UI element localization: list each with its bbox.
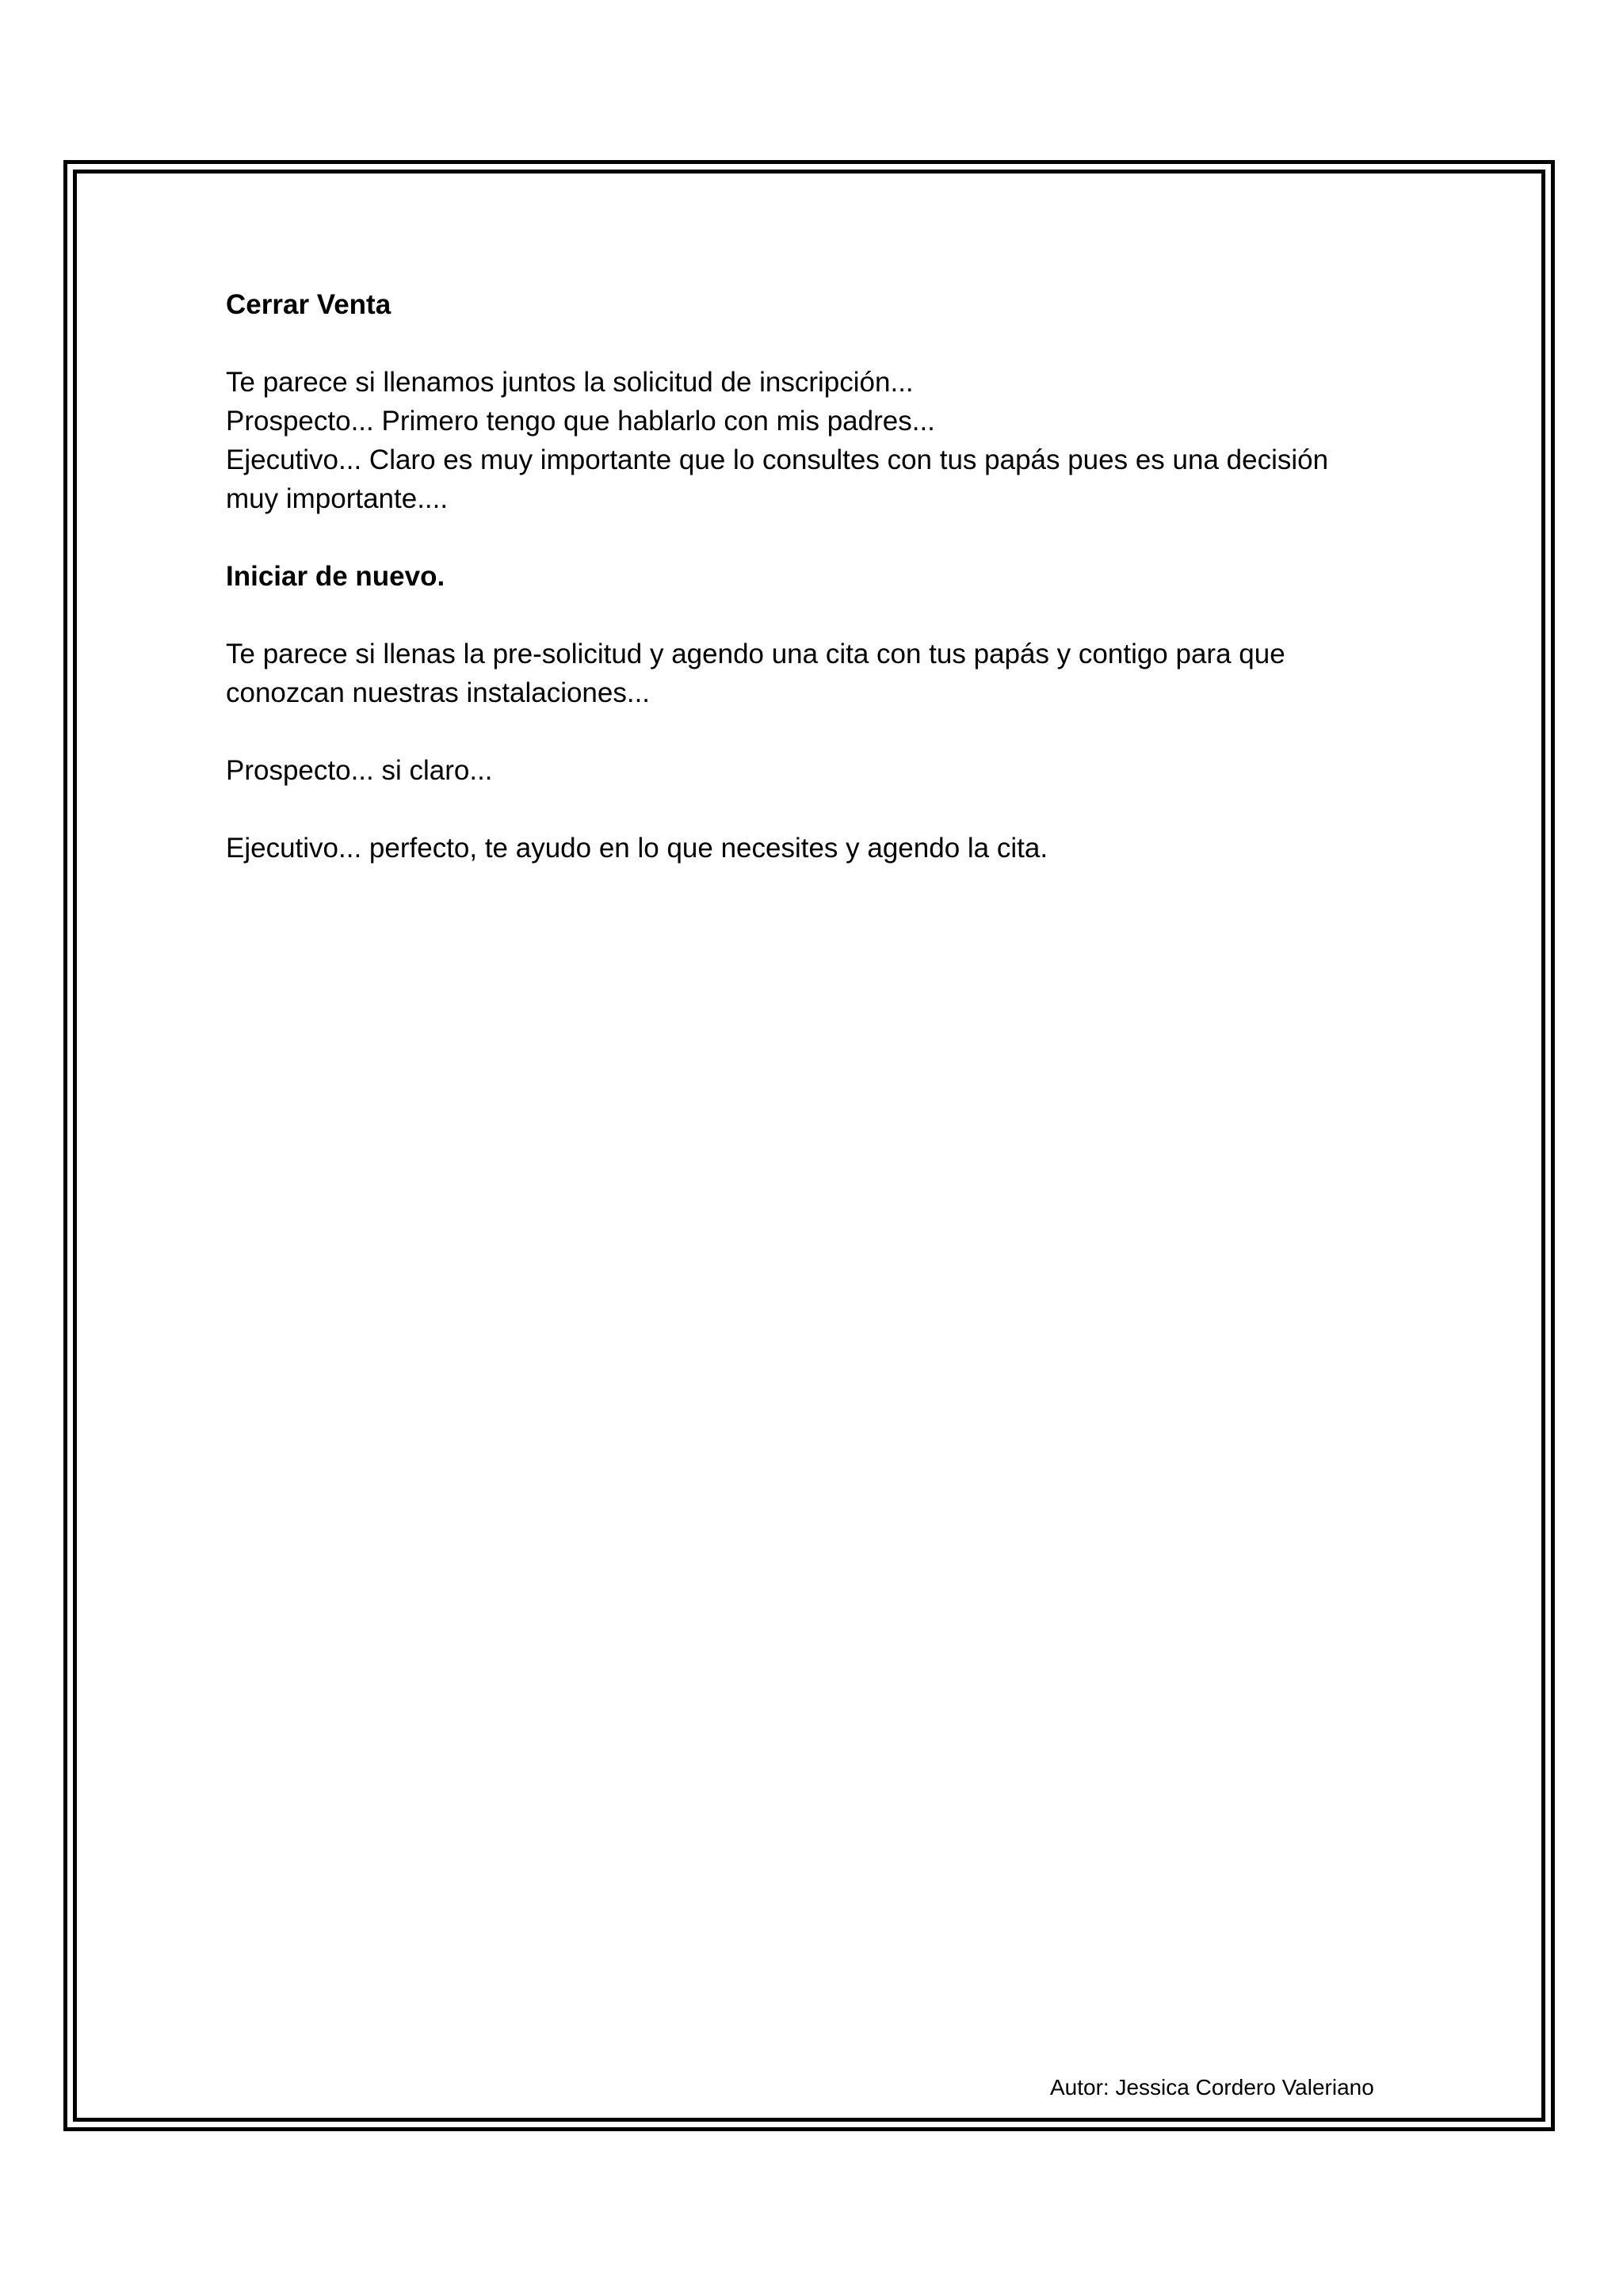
dialogue-line: Prospecto... si claro... [226, 755, 493, 786]
author-credit: Autor: Jessica Cordero Valeriano [1050, 2075, 1374, 2100]
section-heading-cerrar-venta: Cerrar Venta [226, 289, 391, 320]
dialogue-line: Te parece si llenamos juntos la solicitud de inscripción... [226, 367, 914, 398]
spacer [226, 518, 1415, 557]
dialogue-line: conozcan nuestras instalaciones... [226, 677, 651, 708]
dialogue-line: Te parece si llenas la pre-solicitud y agendo una cita con tus papás y contigo para que [226, 639, 1285, 669]
spacer [226, 324, 1415, 363]
spacer [226, 596, 1415, 635]
spacer [226, 712, 1415, 751]
dialogue-line: muy importante.... [226, 483, 449, 514]
dialogue-line: Prospecto... Primero tengo que hablarlo con mis padres... [226, 406, 935, 437]
dialogue-line: Ejecutivo... Claro es muy importante que lo consultes con tus papás pues es una decisión [226, 444, 1329, 475]
dialogue-line: Ejecutivo... perfecto, te ayudo en lo que necesites y agendo la cita. [226, 833, 1048, 864]
document-body [226, 285, 1415, 868]
spacer [226, 790, 1415, 829]
section-heading-iniciar-de-nuevo: Iniciar de nuevo. [226, 561, 445, 592]
